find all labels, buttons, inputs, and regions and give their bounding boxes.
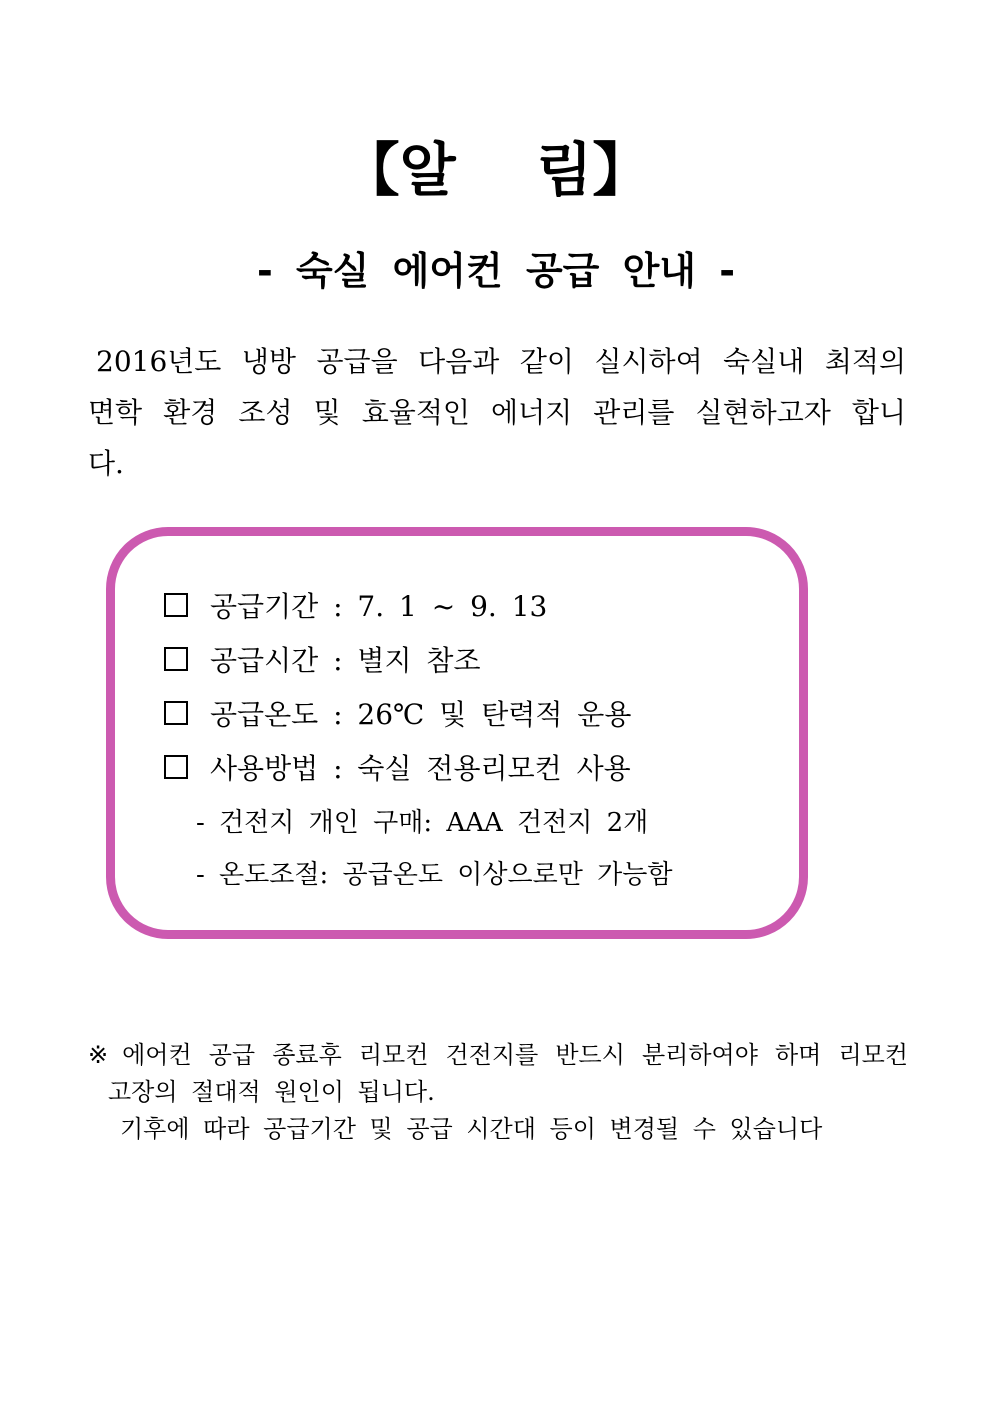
checkbox-icon [164, 593, 188, 617]
info-item-text: 사용방법 : 숙실 전용리모컨 사용 [210, 752, 631, 785]
notice-subtitle: - 숙실 에어컨 공급 안내 - [256, 249, 736, 293]
sub-item-battery: - 건전지 개인 구매: AAA 건전지 2개 [196, 807, 649, 838]
intro-paragraph: 2016년도 냉방 공급을 다음과 같이 실시하여 숙실내 최적의 면학 환경 조성 및 효율적인 에너지 관리를 실현하고자 합니다. [88, 345, 906, 480]
checkbox-icon [164, 647, 188, 671]
info-item-text: 공급온도 : 26℃ 및 탄력적 운용 [210, 698, 632, 731]
checkbox-icon [164, 755, 188, 779]
notice-title: 【알 림】 [341, 136, 651, 204]
info-item-text: 공급시간 : 별지 참조 [210, 644, 481, 677]
footnote-text-1: 에어컨 공급 종료후 리모컨 건전지를 반드시 분리하여야 하며 리모컨 [122, 1041, 908, 1069]
footnote-line-1 [88, 1037, 908, 1074]
checkbox-icon [164, 701, 188, 725]
info-item-usage-method [160, 740, 800, 794]
reference-mark-icon: ※ [88, 1041, 109, 1069]
footnote-line-3: 기후에 따라 공급기간 및 공급 시간대 등이 변경될 수 있습니다 [120, 1115, 823, 1143]
info-item-supply-time [160, 632, 800, 686]
info-list [160, 578, 800, 898]
footnote-line-2: 고장의 절대적 원인이 됩니다. [108, 1078, 435, 1106]
sub-item-temperature-control: - 온도조절: 공급온도 이상으로만 가능함 [196, 859, 673, 890]
info-item-supply-period [160, 578, 800, 632]
footnote [88, 1037, 908, 1148]
info-item-text: 공급기간 : 7. 1 ~ 9. 13 [210, 590, 548, 623]
info-item-supply-temperature [160, 686, 800, 740]
